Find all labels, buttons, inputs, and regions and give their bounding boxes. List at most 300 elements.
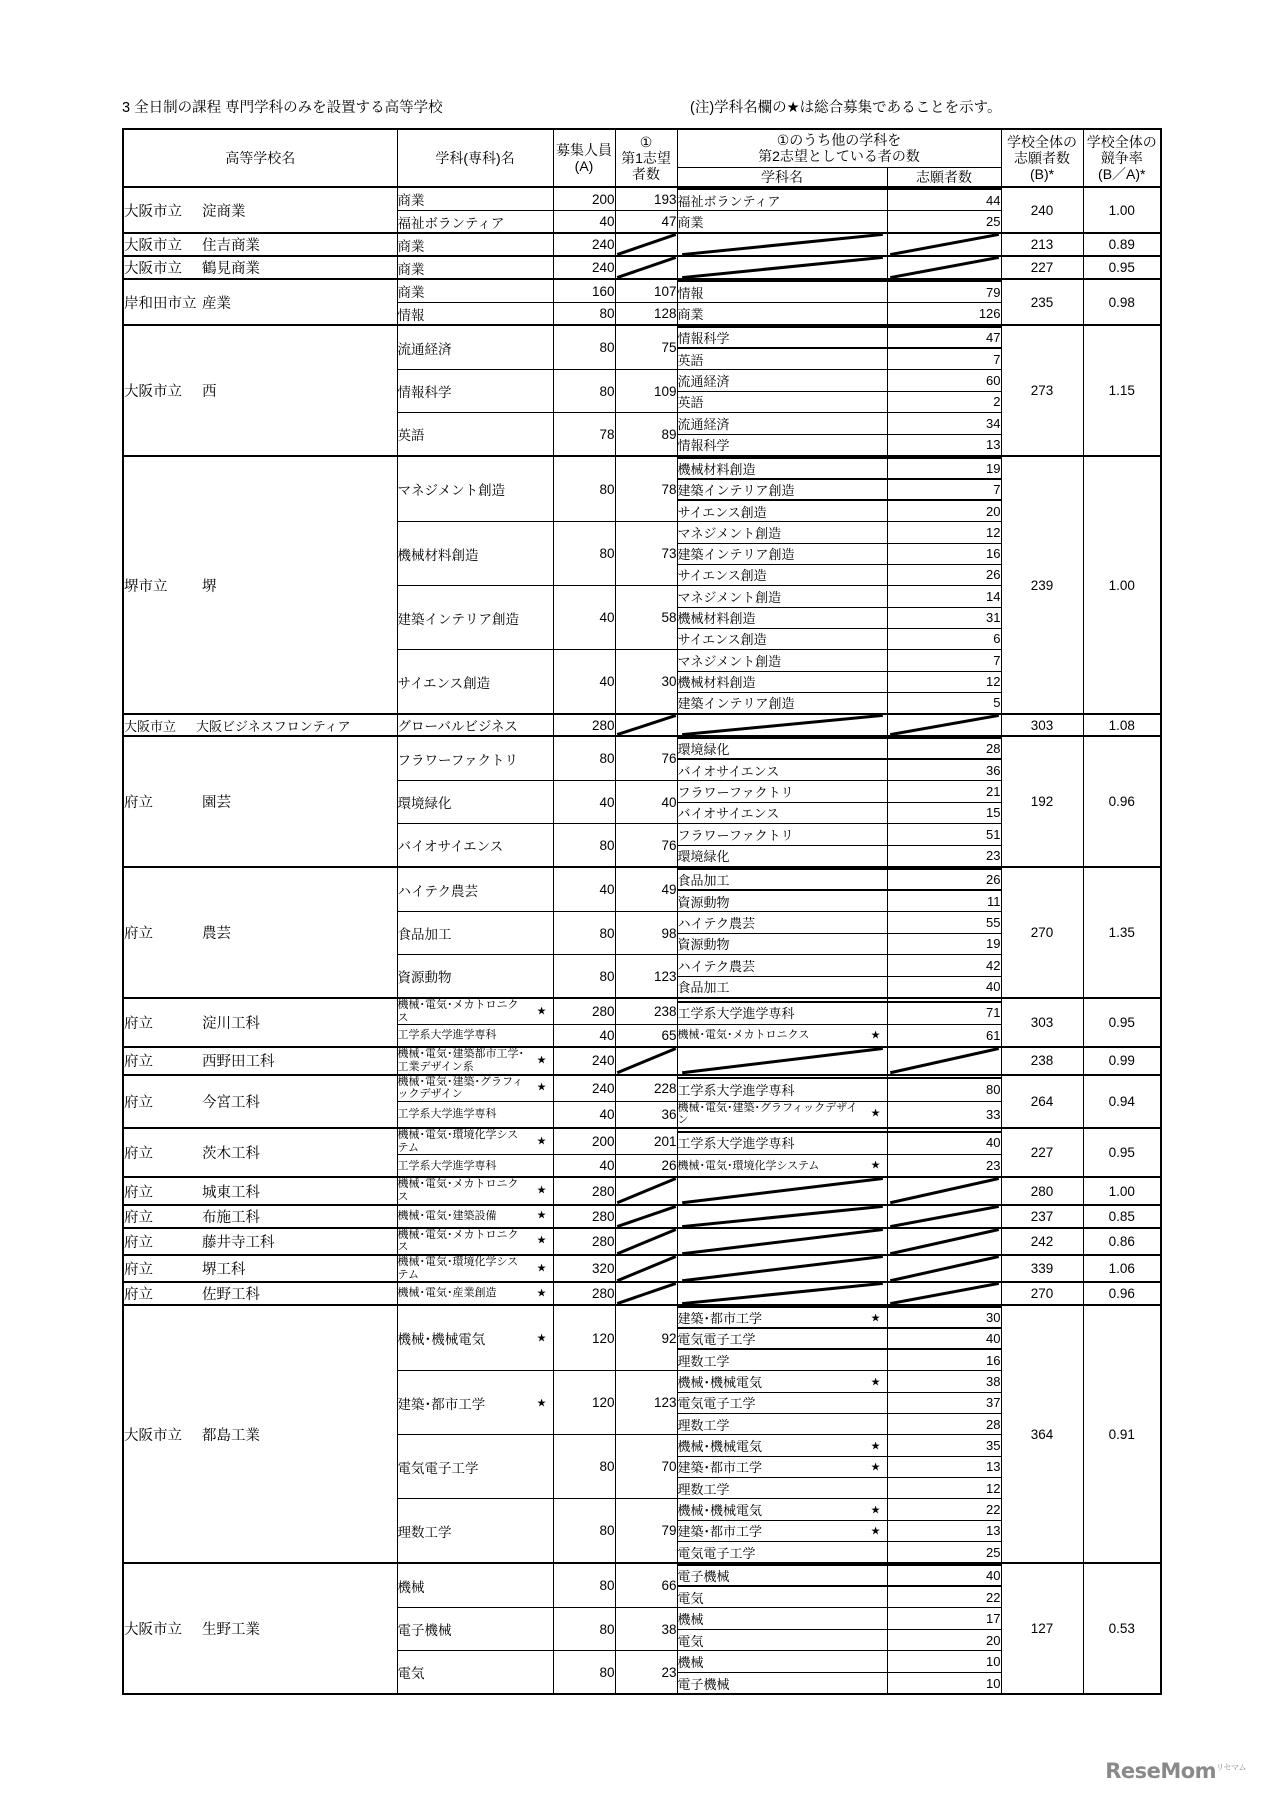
second-choice-dept-label: 機械･機械電気 bbox=[677, 1439, 763, 1454]
second-choice-dept bbox=[678, 976, 887, 997]
first-choice-cell: 76 bbox=[615, 736, 677, 781]
second-choice-dept-label: 建築･都市工学 bbox=[677, 1311, 763, 1327]
capacity-cell: 280 bbox=[553, 1228, 615, 1255]
competition-ratio-cell: 0.96 bbox=[1083, 1282, 1161, 1305]
second-choice-dept-label: ハイテク農芸 bbox=[677, 915, 755, 931]
school-founder: 岸和田市立 bbox=[124, 295, 197, 312]
capacity-cell: 200 bbox=[553, 1128, 615, 1155]
second-choice-dept bbox=[678, 890, 887, 911]
first-choice-cell: 23 bbox=[615, 1651, 677, 1695]
first-choice-line1: ① bbox=[639, 133, 653, 150]
school-name: 西 bbox=[202, 384, 217, 400]
second-choice-count: 33 bbox=[986, 1106, 1001, 1122]
table-row bbox=[123, 1075, 1161, 1102]
department-name: 電気電子工学 bbox=[397, 1460, 479, 1476]
capacity-cell: 240 bbox=[553, 233, 615, 256]
second-choice-dept-label: 工学系大学進学専科 bbox=[677, 1136, 795, 1152]
second-choice-count-cell bbox=[887, 1205, 1001, 1228]
second-choice-dept bbox=[678, 479, 887, 500]
total-applicants-cell: 339 bbox=[1001, 1255, 1083, 1282]
star-icon: ★ bbox=[536, 1235, 547, 1248]
second-choice-dept-label: 食品加工 bbox=[677, 980, 730, 996]
second-choice-count: 80 bbox=[888, 1078, 1001, 1099]
second-choice-dept-cell bbox=[677, 1371, 887, 1435]
capacity-cell: 80 bbox=[553, 1435, 615, 1499]
total-applicants-cell: 227 bbox=[1001, 1128, 1083, 1177]
capacity-cell: 280 bbox=[553, 714, 615, 736]
second-choice-dept bbox=[678, 586, 887, 607]
second-choice-count: 35 bbox=[888, 1435, 1001, 1456]
school-founder: 府立 bbox=[124, 1209, 153, 1226]
second-choice-dept bbox=[678, 1102, 887, 1127]
competition-ratio-cell: 0.94 bbox=[1083, 1075, 1161, 1129]
second-choice-dept bbox=[678, 1132, 887, 1153]
school-name: 堺 bbox=[202, 578, 217, 595]
second-choice-dept-label: 建築･都市工学 bbox=[677, 1524, 763, 1540]
second-choice-count: 26 bbox=[986, 567, 1001, 583]
second-choice-dept-cell bbox=[677, 1435, 887, 1499]
department-name-cell bbox=[397, 1305, 553, 1371]
page-note: (注)学科名欄の★は総合募集であることを示す。 bbox=[690, 100, 1002, 116]
col-header-capacity bbox=[553, 129, 615, 187]
department-name: 機械･電気･環境化学システム bbox=[397, 1255, 519, 1281]
second-choice-count: 51 bbox=[888, 824, 1001, 845]
star-icon: ★ bbox=[536, 1054, 547, 1067]
department-name-cell bbox=[397, 303, 553, 326]
second-choice-dept-cell bbox=[677, 955, 887, 999]
second-choice-count-cell bbox=[887, 1047, 1001, 1074]
second-choice-dept-label: 流通経済 bbox=[677, 373, 730, 389]
first-choice-cell bbox=[615, 714, 677, 736]
second-choice-count-cell bbox=[887, 714, 1001, 736]
first-choice-cell bbox=[615, 1177, 677, 1204]
second-choice-count-cell bbox=[887, 456, 1001, 522]
school-founder: 堺市立 bbox=[124, 578, 168, 595]
second-choice-count: 38 bbox=[888, 1371, 1001, 1392]
second-choice-dept-label: 理数工学 bbox=[677, 1353, 730, 1369]
department-name: 食品加工 bbox=[397, 927, 452, 942]
col-header-competition-ratio bbox=[1083, 129, 1161, 187]
col-header-first-choice bbox=[615, 129, 677, 187]
second-choice-count: 42 bbox=[888, 955, 1001, 976]
second-choice-dept bbox=[678, 1629, 887, 1650]
second-choice-count-cell bbox=[887, 1075, 1001, 1102]
total-applicants-cell: 192 bbox=[1001, 736, 1083, 867]
department-name-cell bbox=[397, 1651, 553, 1695]
second-group-line2: 第2志望としている者の数 bbox=[758, 148, 920, 165]
department-name-cell bbox=[397, 1205, 553, 1228]
total-applicants-cell: 270 bbox=[1001, 867, 1083, 998]
table-row bbox=[123, 187, 1161, 211]
star-icon: ★ bbox=[870, 1108, 881, 1121]
total-applicants-cell: 280 bbox=[1001, 1177, 1083, 1204]
school-founder: 府立 bbox=[124, 1146, 153, 1163]
star-icon: ★ bbox=[536, 1332, 547, 1345]
second-choice-count: 23 bbox=[986, 848, 1001, 864]
school-name: 鶴見商業 bbox=[202, 261, 260, 277]
second-choice-dept-cell bbox=[677, 824, 887, 868]
table-row bbox=[123, 736, 1161, 781]
second-choice-count: 20 bbox=[986, 1632, 1001, 1648]
second-choice-dept-cell bbox=[677, 1228, 887, 1255]
second-choice-dept-cell bbox=[677, 1177, 887, 1204]
second-choice-count-cell bbox=[887, 522, 1001, 586]
first-choice-cell: 193 bbox=[615, 187, 677, 211]
star-icon: ★ bbox=[870, 1525, 881, 1538]
total-applicants-cell: 273 bbox=[1001, 325, 1083, 456]
school-name: 都島工業 bbox=[202, 1427, 260, 1444]
second-choice-dept bbox=[678, 1392, 887, 1413]
second-choice-dept-label: 建築･都市工学 bbox=[677, 1460, 763, 1476]
department-name-cell bbox=[397, 456, 553, 522]
second-choice-count-cell bbox=[887, 736, 1001, 781]
second-choice-count: 37 bbox=[888, 1392, 1001, 1413]
star-icon: ★ bbox=[870, 1312, 881, 1325]
second-choice-count: 22 bbox=[888, 1586, 1001, 1607]
second-choice-count: 21 bbox=[888, 781, 1001, 802]
second-choice-count-cell bbox=[887, 1651, 1001, 1695]
department-name-cell bbox=[397, 824, 553, 868]
school-name-cell bbox=[123, 1075, 397, 1129]
second-choice-dept bbox=[678, 1477, 887, 1498]
school-name: 佐野工科 bbox=[202, 1287, 260, 1304]
table-row bbox=[123, 1282, 1161, 1305]
school-founder: 府立 bbox=[124, 1184, 153, 1201]
department-name: 商業 bbox=[397, 285, 425, 300]
second-choice-dept bbox=[678, 1307, 887, 1328]
table-body bbox=[123, 187, 1161, 1694]
second-choice-dept bbox=[678, 1565, 887, 1586]
department-name-cell bbox=[397, 187, 553, 211]
total-applicants-cell: 242 bbox=[1001, 1228, 1083, 1255]
table-row bbox=[123, 1563, 1161, 1608]
second-choice-dept-label: 建築インテリア創造 bbox=[677, 547, 795, 562]
second-choice-count-cell bbox=[887, 1371, 1001, 1435]
first-choice-cell: 49 bbox=[615, 867, 677, 912]
capacity-cell: 80 bbox=[553, 522, 615, 586]
second-choice-dept-label: サイエンス創造 bbox=[677, 504, 767, 520]
school-name-cell bbox=[123, 998, 397, 1047]
col-header-dept: 学科(専科)名 bbox=[397, 129, 553, 187]
star-icon: ★ bbox=[536, 1184, 547, 1197]
second-choice-count-cell bbox=[887, 824, 1001, 868]
first-choice-cell: 36 bbox=[615, 1101, 677, 1128]
department-name: 建築インテリア創造 bbox=[397, 611, 519, 627]
second-choice-count: 5 bbox=[993, 695, 1001, 711]
second-choice-count: 71 bbox=[888, 1002, 1001, 1023]
department-name-cell bbox=[397, 1155, 553, 1178]
second-choice-dept bbox=[678, 1541, 887, 1562]
star-icon: ★ bbox=[870, 1461, 881, 1474]
department-name: 機械･電気･建築･グラフィックデザイン bbox=[397, 1075, 524, 1101]
capacity-line2: (A) bbox=[574, 158, 594, 174]
second-choice-count: 7 bbox=[888, 479, 1001, 500]
second-choice-dept-label: 電子機械 bbox=[677, 1676, 730, 1692]
second-choice-dept-label: 流通経済 bbox=[677, 416, 730, 432]
second-choice-dept-label: 機械材料創造 bbox=[677, 675, 756, 690]
second-choice-count: 17 bbox=[888, 1608, 1001, 1629]
capacity-cell: 120 bbox=[553, 1305, 615, 1371]
second-choice-count-cell bbox=[887, 955, 1001, 999]
second-choice-dept bbox=[678, 802, 887, 823]
second-choice-count: 16 bbox=[888, 543, 1001, 564]
second-choice-dept-cell bbox=[677, 714, 887, 736]
department-name-cell bbox=[397, 781, 553, 824]
second-choice-count: 26 bbox=[888, 869, 1001, 890]
second-choice-dept-label: 電気 bbox=[677, 1633, 704, 1649]
first-choice-cell: 128 bbox=[615, 303, 677, 326]
department-name: 機械･電気･産業創造 bbox=[397, 1287, 497, 1300]
school-name-cell bbox=[123, 325, 397, 456]
first-choice-cell: 78 bbox=[615, 456, 677, 522]
second-choice-dept-label: 機械･電気･建築･グラフィックデザイン bbox=[677, 1101, 858, 1127]
star-icon: ★ bbox=[536, 1005, 547, 1018]
school-founder: 府立 bbox=[124, 795, 153, 811]
department-name-cell bbox=[397, 233, 553, 256]
competition-ratio-cell: 0.96 bbox=[1083, 736, 1161, 867]
second-choice-dept-cell bbox=[677, 279, 887, 303]
school-name-cell bbox=[123, 867, 397, 998]
capacity-cell: 80 bbox=[553, 1563, 615, 1608]
department-name-cell bbox=[397, 1608, 553, 1651]
department-name-cell bbox=[397, 370, 553, 413]
second-choice-dept-label: 機械 bbox=[677, 1655, 704, 1670]
second-choice-dept-cell bbox=[677, 781, 887, 824]
table-row bbox=[123, 1177, 1161, 1204]
second-choice-dept-label: サイエンス創造 bbox=[677, 568, 767, 584]
department-name-cell bbox=[397, 714, 553, 736]
second-choice-dept bbox=[678, 759, 887, 780]
department-name-cell bbox=[397, 256, 553, 279]
competition-ratio-cell: 0.95 bbox=[1083, 998, 1161, 1047]
school-name: 産業 bbox=[202, 295, 231, 312]
school-name: 堺工科 bbox=[202, 1262, 246, 1279]
school-name-cell bbox=[123, 1282, 397, 1305]
capacity-cell: 80 bbox=[553, 824, 615, 868]
department-name: 工学系大学進学専科 bbox=[397, 1108, 497, 1121]
second-choice-dept-cell bbox=[677, 1075, 887, 1102]
first-choice-cell: 65 bbox=[615, 1025, 677, 1048]
capacity-cell: 80 bbox=[553, 303, 615, 326]
star-icon: ★ bbox=[536, 1209, 547, 1222]
second-choice-count: 20 bbox=[888, 500, 1001, 521]
star-icon: ★ bbox=[870, 1440, 881, 1452]
second-choice-count-cell bbox=[887, 1563, 1001, 1608]
second-choice-dept bbox=[678, 327, 887, 348]
second-choice-dept-label: フラワーファクトリ bbox=[677, 827, 794, 843]
second-choice-dept-cell bbox=[677, 187, 887, 211]
first-choice-cell: 26 bbox=[615, 1155, 677, 1178]
total-applicants-cell: 235 bbox=[1001, 279, 1083, 325]
school-founder: 大阪市立 bbox=[124, 203, 182, 220]
second-choice-dept-cell bbox=[677, 256, 887, 279]
second-choice-count: 7 bbox=[888, 650, 1001, 671]
total-applicants-cell: 303 bbox=[1001, 998, 1083, 1047]
department-name: 建築･都市工学 bbox=[397, 1396, 486, 1412]
total-applicants-cell: 237 bbox=[1001, 1205, 1083, 1228]
capacity-cell: 280 bbox=[553, 1177, 615, 1204]
second-choice-dept-cell bbox=[677, 736, 887, 781]
first-choice-line2: 第1志望 bbox=[621, 149, 671, 166]
capacity-cell: 40 bbox=[553, 1025, 615, 1048]
total-applicants-cell: 238 bbox=[1001, 1047, 1083, 1074]
second-choice-dept-cell bbox=[677, 233, 887, 256]
second-choice-count-cell bbox=[887, 1155, 1001, 1178]
second-choice-dept bbox=[678, 1002, 887, 1023]
second-choice-count: 12 bbox=[986, 1480, 1001, 1496]
table-row bbox=[123, 456, 1161, 522]
second-choice-dept-label: ハイテク農芸 bbox=[677, 958, 755, 974]
second-choice-dept-label: マネジメント創造 bbox=[677, 589, 782, 605]
second-choice-dept-label: 環境緑化 bbox=[677, 849, 730, 865]
school-name-cell bbox=[123, 1255, 397, 1282]
second-choice-dept-cell bbox=[677, 1255, 887, 1282]
department-name: 電気 bbox=[397, 1666, 425, 1682]
star-icon: ★ bbox=[536, 1397, 547, 1410]
second-choice-count-cell bbox=[887, 303, 1001, 326]
department-name-cell bbox=[397, 1025, 553, 1048]
second-choice-count-cell bbox=[887, 867, 1001, 912]
first-choice-cell: 123 bbox=[615, 1371, 677, 1435]
first-choice-line3: 者数 bbox=[632, 166, 660, 183]
star-icon: ★ bbox=[870, 1029, 881, 1042]
second-choice-count-cell bbox=[887, 325, 1001, 370]
school-name: 住吉商業 bbox=[202, 238, 260, 254]
second-choice-dept-cell bbox=[677, 1282, 887, 1305]
second-choice-dept bbox=[678, 1651, 887, 1672]
second-choice-count-cell bbox=[887, 279, 1001, 303]
total-applicants-cell: 270 bbox=[1001, 1282, 1083, 1305]
school-name: 園芸 bbox=[202, 795, 231, 811]
second-choice-dept-label: 工学系大学進学専科 bbox=[677, 1082, 795, 1098]
second-choice-dept bbox=[678, 781, 887, 802]
total-applicants-cell: 213 bbox=[1001, 233, 1083, 256]
second-choice-dept bbox=[678, 458, 887, 479]
school-founder: 大阪市立 bbox=[124, 1427, 182, 1444]
school-name-cell bbox=[123, 1047, 397, 1074]
total-applicants-cell: 240 bbox=[1001, 187, 1083, 233]
second-choice-count-cell bbox=[887, 1025, 1001, 1048]
page-title: 3 全日制の課程 専門学科のみを設置する高等学校 bbox=[122, 100, 443, 116]
second-choice-count-cell bbox=[887, 413, 1001, 457]
second-choice-count-cell bbox=[887, 187, 1001, 211]
second-choice-dept bbox=[678, 1413, 887, 1434]
second-choice-dept bbox=[678, 1456, 887, 1477]
competition-ratio-cell: 1.06 bbox=[1083, 1255, 1161, 1282]
first-choice-cell bbox=[615, 1047, 677, 1074]
capacity-cell: 240 bbox=[553, 256, 615, 279]
department-name-cell bbox=[397, 736, 553, 781]
second-choice-count: 126 bbox=[978, 306, 1001, 321]
second-choice-dept bbox=[678, 1499, 887, 1520]
star-icon: ★ bbox=[870, 1376, 881, 1388]
competition-ratio-cell: 1.08 bbox=[1083, 714, 1161, 736]
second-choice-dept bbox=[678, 189, 887, 210]
school-name: 城東工科 bbox=[202, 1184, 260, 1201]
second-choice-count-cell bbox=[887, 586, 1001, 650]
school-name-cell bbox=[123, 1177, 397, 1204]
ratio-line2: 競争率 bbox=[1100, 149, 1143, 166]
second-choice-count: 61 bbox=[986, 1028, 1001, 1044]
first-choice-cell: 76 bbox=[615, 824, 677, 868]
school-founder: 府立 bbox=[124, 1054, 153, 1071]
star-icon: ★ bbox=[536, 1287, 547, 1300]
table-row bbox=[123, 1255, 1161, 1282]
department-name: ハイテク農芸 bbox=[397, 883, 478, 899]
school-name-cell bbox=[123, 233, 397, 256]
school-founder: 大阪市立 bbox=[124, 1622, 182, 1639]
second-choice-dept-label: 情報 bbox=[677, 285, 704, 301]
department-name-cell bbox=[397, 211, 553, 234]
table-row bbox=[123, 1128, 1161, 1155]
second-choice-dept bbox=[678, 370, 887, 391]
capacity-cell: 40 bbox=[553, 650, 615, 715]
second-choice-count-cell bbox=[887, 370, 1001, 413]
school-name: 今宮工科 bbox=[202, 1094, 260, 1111]
second-choice-dept-label: 機械･電気･環境化学システム bbox=[677, 1159, 820, 1172]
total-line1: 学校全体の bbox=[1007, 133, 1078, 150]
first-choice-cell: 109 bbox=[615, 370, 677, 413]
second-choice-count-cell bbox=[887, 650, 1001, 715]
department-name: フラワーファクトリ bbox=[397, 752, 519, 768]
capacity-cell: 240 bbox=[553, 1047, 615, 1074]
department-name: 資源動物 bbox=[397, 970, 452, 985]
second-choice-dept-cell bbox=[677, 211, 887, 234]
second-choice-count-cell bbox=[887, 211, 1001, 234]
school-founder: 大阪市立 bbox=[124, 238, 182, 254]
second-choice-dept bbox=[678, 912, 887, 933]
second-choice-dept bbox=[678, 738, 887, 759]
first-choice-cell: 107 bbox=[615, 279, 677, 303]
second-choice-dept-label: 機械材料創造 bbox=[677, 611, 756, 626]
school-name: 布施工科 bbox=[202, 1209, 260, 1226]
school-name: 農芸 bbox=[202, 926, 231, 942]
second-choice-dept bbox=[678, 824, 887, 845]
department-name-cell bbox=[397, 1075, 553, 1102]
competition-ratio-cell: 1.00 bbox=[1083, 456, 1161, 714]
second-choice-dept-label: 英語 bbox=[677, 395, 704, 411]
second-choice-dept bbox=[678, 1025, 887, 1046]
second-choice-count: 22 bbox=[888, 1499, 1001, 1520]
second-choice-dept bbox=[678, 413, 887, 434]
department-name: 工学系大学進学専科 bbox=[397, 1029, 497, 1042]
first-choice-cell: 92 bbox=[615, 1305, 677, 1371]
school-founder: 大阪市立 bbox=[124, 718, 177, 734]
second-choice-dept-label: 商業 bbox=[677, 307, 704, 322]
second-choice-dept-label: フラワーファクトリ bbox=[677, 784, 794, 800]
capacity-cell: 80 bbox=[553, 456, 615, 522]
department-name-cell bbox=[397, 1282, 553, 1305]
second-choice-dept-label: 機械･機械電気 bbox=[677, 1503, 763, 1518]
total-applicants-cell: 264 bbox=[1001, 1075, 1083, 1129]
capacity-cell: 160 bbox=[553, 279, 615, 303]
capacity-cell: 120 bbox=[553, 1371, 615, 1435]
second-choice-count: 36 bbox=[888, 759, 1001, 780]
table-row bbox=[123, 1047, 1161, 1074]
department-name: バイオサイエンス bbox=[397, 839, 504, 854]
second-choice-dept bbox=[678, 500, 887, 521]
second-choice-count-cell bbox=[887, 1128, 1001, 1155]
second-choice-dept-label: 情報科学 bbox=[677, 438, 730, 454]
second-choice-dept bbox=[678, 543, 887, 564]
second-choice-dept-cell bbox=[677, 998, 887, 1025]
second-choice-count: 60 bbox=[888, 370, 1001, 391]
department-name: 理数工学 bbox=[397, 1524, 452, 1540]
table-row bbox=[123, 256, 1161, 279]
first-choice-cell: 40 bbox=[615, 781, 677, 824]
school-founder: 大阪市立 bbox=[124, 261, 182, 277]
second-choice-dept bbox=[678, 869, 887, 890]
